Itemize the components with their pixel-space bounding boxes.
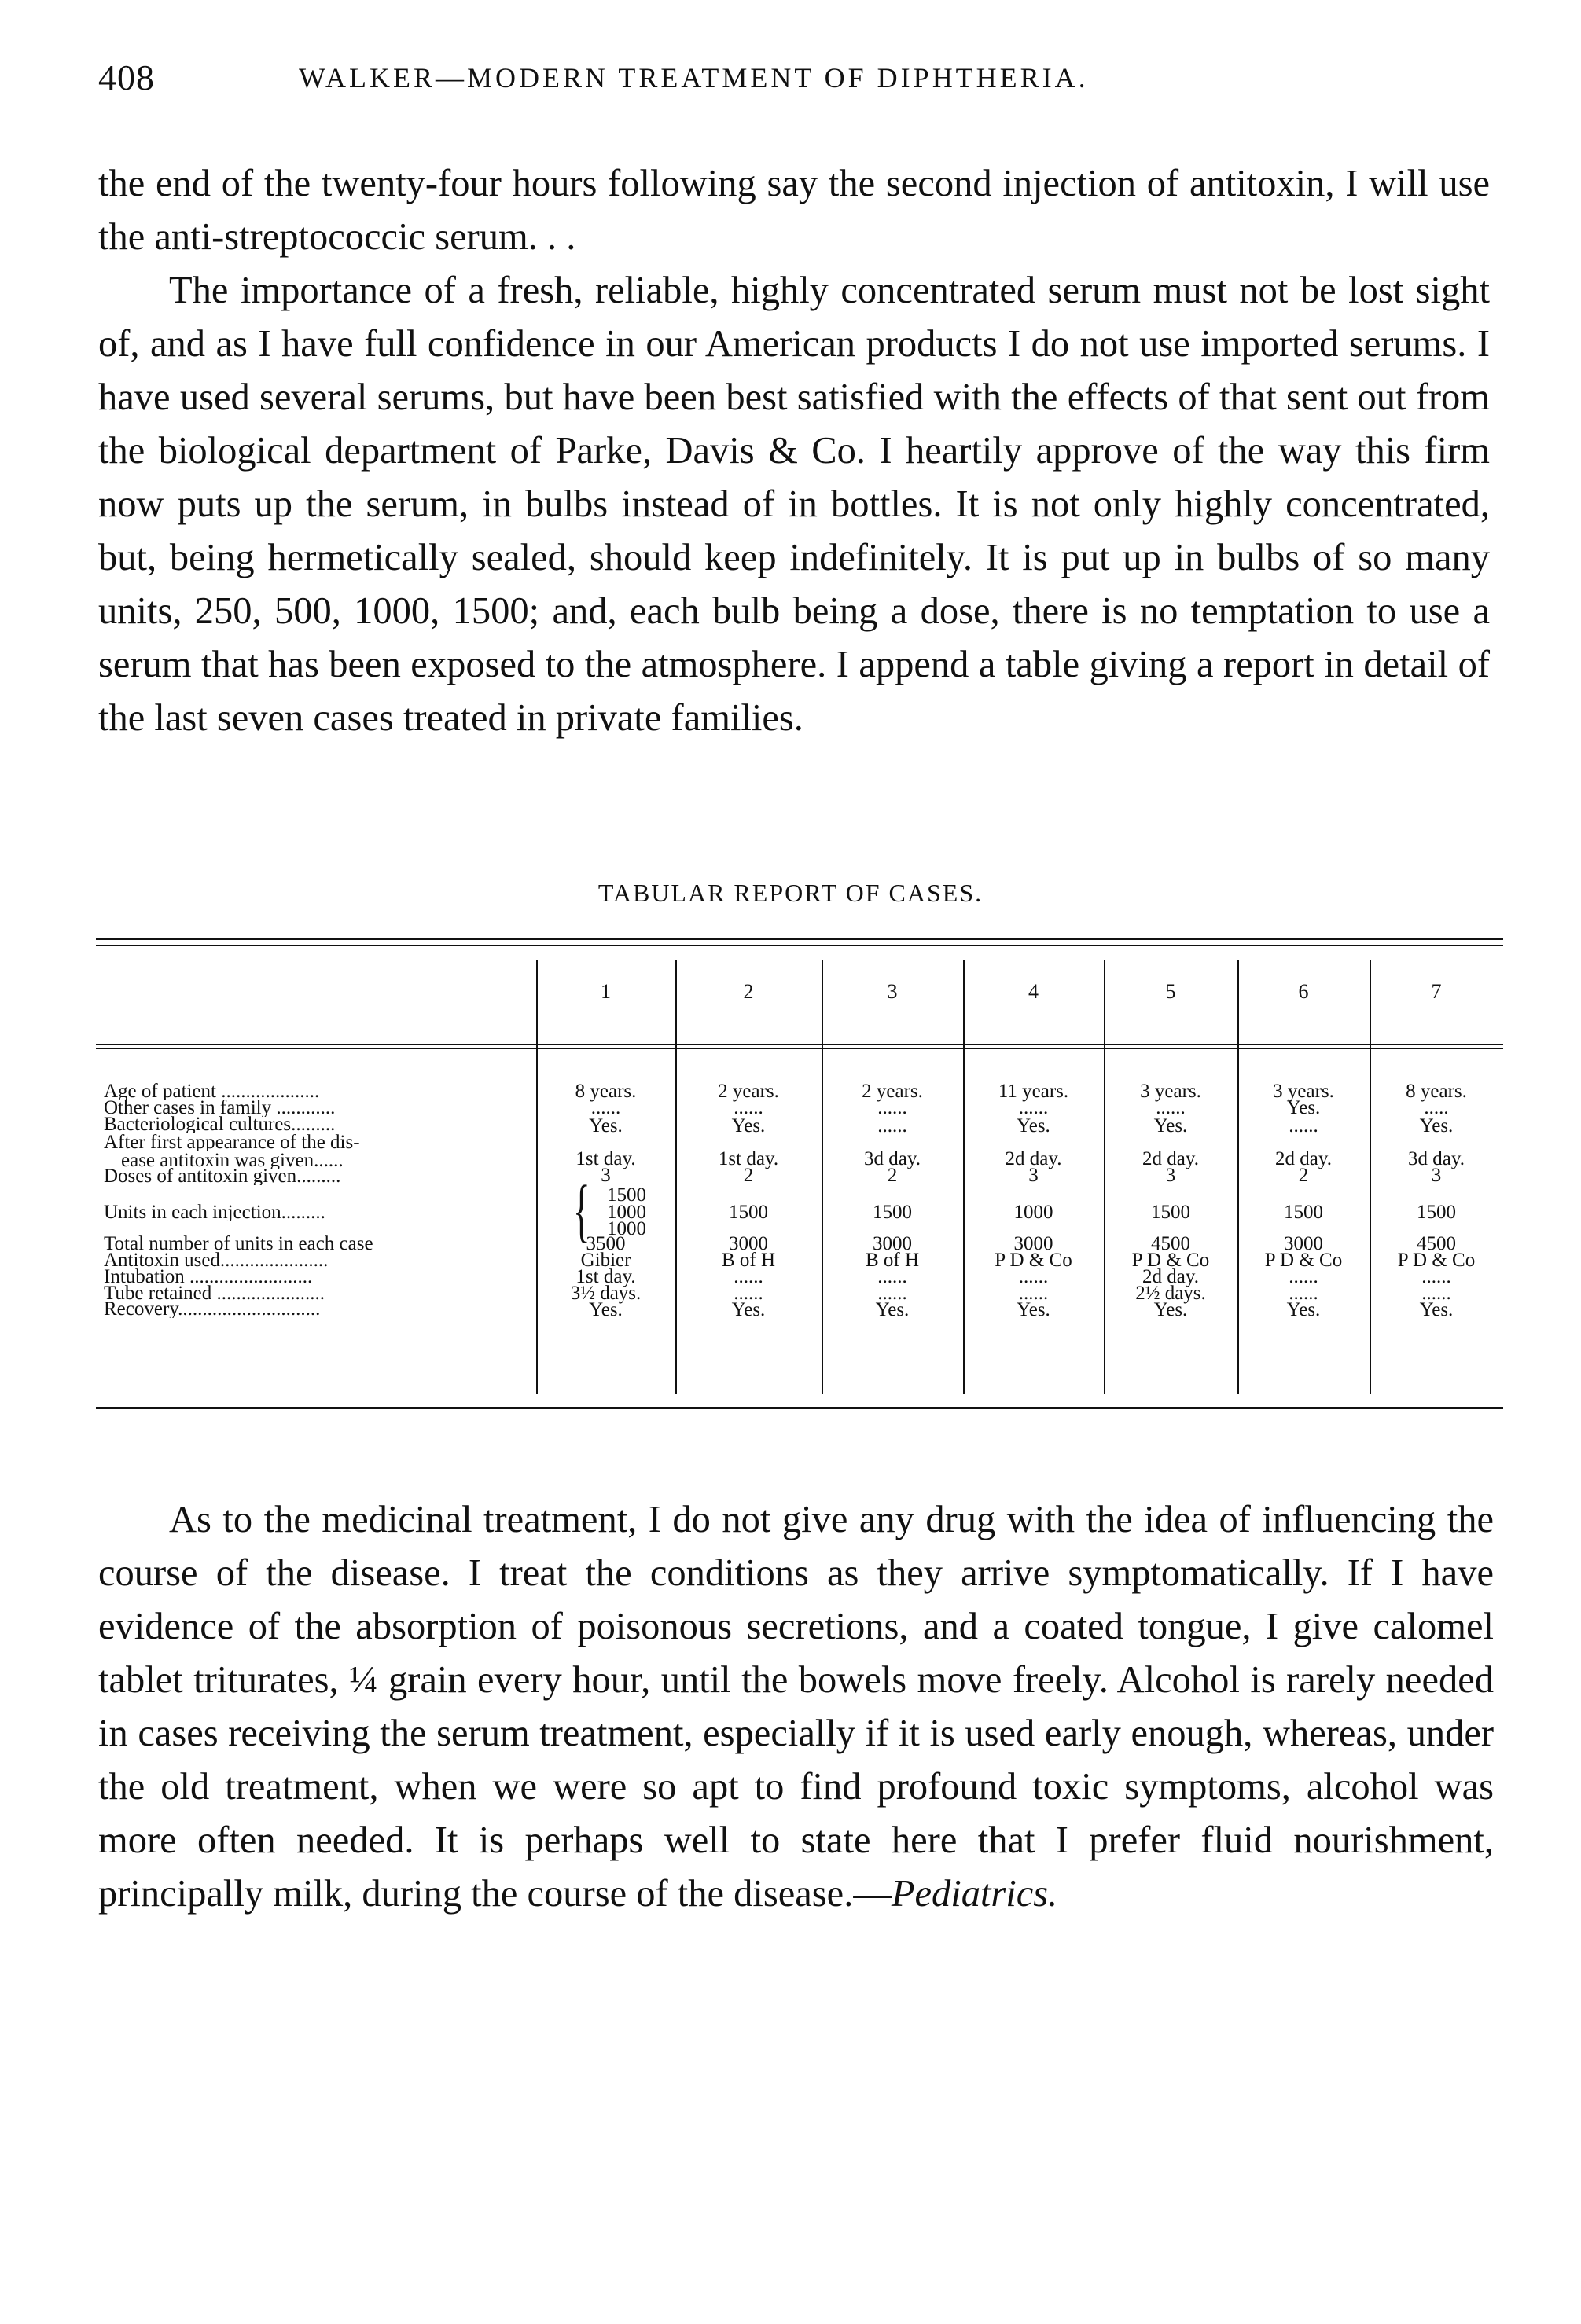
table-cell: Yes. <box>731 1115 766 1136</box>
table-cell: ...... <box>1289 1266 1318 1287</box>
table-cell: ...... <box>1421 1283 1451 1304</box>
row-label-intubation: Intubation ......................... <box>104 1268 313 1286</box>
table-cell: 3 years. <box>1273 1081 1334 1102</box>
table-cell: 3 <box>601 1165 611 1186</box>
table-cell: 1st day. <box>718 1148 779 1169</box>
row-label-after-2: ease antitoxin was given...... <box>121 1152 344 1169</box>
table-cell: ...... <box>877 1115 907 1136</box>
column-header: 1 <box>601 980 611 1003</box>
source-citation: Pediatrics. <box>891 1873 1058 1915</box>
row-label-doses: Doses of antitoxin given......... <box>104 1168 341 1185</box>
table-cell: 1500 <box>607 1184 646 1206</box>
table-cell: 11 years. <box>998 1081 1069 1102</box>
table-cell: 2d day. <box>1142 1148 1199 1169</box>
table-cell: 1500 <box>729 1202 768 1223</box>
table-cell: 3d day. <box>1408 1148 1465 1169</box>
table-cell: 1st day. <box>575 1266 636 1287</box>
table-cell: ...... <box>877 1266 907 1287</box>
row-label-bact: Bacteriological cultures......... <box>104 1116 336 1133</box>
table-cell: P D & Co <box>1264 1250 1343 1271</box>
table-cell: ...... <box>1018 1097 1049 1118</box>
table-cell: 4500 <box>1151 1233 1190 1254</box>
table-cell: B of H <box>721 1250 776 1271</box>
paragraph-3 <box>98 1493 1494 1921</box>
table-cell: Yes. <box>1153 1299 1188 1320</box>
table-cell: 2 years. <box>718 1081 779 1102</box>
table-cell: 3500 <box>586 1233 626 1254</box>
header-rule-thin <box>96 1048 1503 1049</box>
header-rule <box>96 1044 1503 1045</box>
paragraph-3-text: As to the medicinal treatment, I do not give any drug with the idea of influencing the course of the disease. I treat the conditions as they arrive symptomatically. If I have evidence of the absorption of poisonous secretions, and a coated tongue, I give calomel tablet triturates, ¼ grain every hour, until the bowels move freely. Alcohol is rarely needed in cases receiving the serum treatment, especially if it is used early enough, whereas, under the old treatment, when we were so apt to find profound toxic symptoms, alcohol was more often needed. It is perhaps well to state here that I prefer fluid nourishment, principally milk, during the course of the disease.— <box>98 1499 1494 1915</box>
table-cell: 1000 <box>607 1218 646 1239</box>
row-label-other: Other cases in family ............ <box>104 1100 336 1117</box>
paragraph-1: the end of the twenty-four hours following say the second injection of antitoxin, I will use the anti-streptococcic serum. . . <box>98 163 1490 258</box>
table-cell: 1000 <box>1013 1202 1053 1223</box>
table-cell: Yes. <box>1419 1299 1454 1320</box>
table-cell: 1500 <box>873 1202 912 1223</box>
page-number: 408 <box>98 57 155 97</box>
column-header: 7 <box>1431 980 1442 1003</box>
table-cell: 2d day. <box>1005 1148 1062 1169</box>
table-cell: 3 years. <box>1140 1081 1201 1102</box>
table-cell: P D & Co <box>1397 1250 1476 1271</box>
brace-glyph: { <box>573 1172 590 1250</box>
table-cell: 3 <box>1165 1165 1176 1186</box>
table-cell: 8 years. <box>1406 1081 1467 1102</box>
running-title: WALKER—MODERN TREATMENT OF DIPHTHERIA. <box>299 62 1089 94</box>
table-cell: ...... <box>1018 1266 1049 1287</box>
table-cell: Yes. <box>1286 1299 1321 1320</box>
column-header: 3 <box>887 980 898 1003</box>
table-cell: Yes. <box>875 1299 910 1320</box>
table-cell: ...... <box>590 1097 621 1118</box>
table-cell: Yes. <box>1017 1299 1050 1320</box>
paragraph-2: The importance of a fresh, reliable, highly concentrated serum must not be lost sight of, and as I have full confidence in our American products I do not use imported serums. I have used several serums, but have been best satisfied with the effects of that sent out from the biological department of Parke, Davis & Co. I heartily approve of the way this firm now puts up the serum, in bulbs instead of in bottles. It is not only highly concentrated, but, being hermetically sealed, should keep indefinitely. It is put up in bulbs of so many units, 250, 500, 1000, 1500; and, each bulb being a dose, there is no temptation to use a serum that has been exposed to the atmosphere. I append a table giving a report in detail of the last seven cases treated in private families. <box>98 270 1490 739</box>
table-title: TABULAR REPORT OF CASES. <box>597 879 984 907</box>
table-cell: 3000 <box>729 1233 768 1254</box>
table-cell: 1st day. <box>575 1148 636 1169</box>
row-label-units: Units in each injection......... <box>104 1204 325 1221</box>
table-cell: Gibier <box>580 1250 631 1271</box>
table-cell: ...... <box>734 1283 763 1304</box>
table-cell: P D & Co <box>995 1250 1072 1271</box>
table-cell: ...... <box>1421 1266 1451 1287</box>
row-label-tube: Tube retained ...................... <box>104 1285 325 1302</box>
column-header: 2 <box>743 980 754 1003</box>
table-cell: 1500 <box>1417 1202 1456 1223</box>
table-cell: ...... <box>1289 1283 1318 1304</box>
table-cell: 1000 <box>607 1202 646 1223</box>
table-cell: 2 years. <box>862 1081 923 1102</box>
table-cell: ...... <box>1289 1115 1318 1136</box>
table-cell: Yes. <box>1017 1115 1050 1136</box>
table-cell: ...... <box>734 1266 763 1287</box>
table-cell: ...... <box>877 1097 907 1118</box>
table-cell: 2 <box>887 1165 898 1186</box>
table-cell: 3000 <box>873 1233 912 1254</box>
table-cell: Yes. <box>1286 1097 1321 1118</box>
row-label-antitoxin: Antitoxin used...................... <box>104 1252 329 1269</box>
table-cell: 8 years. <box>575 1081 637 1102</box>
table-cell: Yes. <box>1419 1115 1454 1136</box>
table-cell: 2 <box>743 1165 754 1186</box>
table-cell: 2d day. <box>1275 1148 1332 1169</box>
table-cell: 3000 <box>1013 1233 1053 1254</box>
table-cell: 2 <box>1298 1165 1309 1186</box>
table-cell: 4500 <box>1417 1233 1456 1254</box>
row-label-age: Age of patient .................... <box>104 1083 320 1100</box>
table-cell: 3½ days. <box>570 1283 642 1304</box>
row-label-recovery: Recovery............................. <box>104 1301 321 1318</box>
column-header: 4 <box>1028 980 1039 1003</box>
table-cell: ..... <box>1424 1097 1449 1118</box>
table-cell: 1500 <box>1151 1202 1190 1223</box>
table-cell: 1500 <box>1284 1202 1323 1223</box>
table-cell: 3 <box>1431 1165 1442 1186</box>
table-cell: ...... <box>1018 1283 1049 1304</box>
table-cell: 3d day. <box>864 1148 921 1169</box>
table-cell: ...... <box>1156 1097 1186 1118</box>
table-cell: Yes. <box>589 1115 623 1136</box>
column-header: 5 <box>1165 980 1176 1003</box>
row-label-total: Total number of units in each case <box>104 1235 373 1253</box>
table-cell: B of H <box>865 1250 920 1271</box>
table-top-rule <box>96 945 1503 946</box>
column-header: 6 <box>1298 980 1309 1003</box>
table-cell: 2½ days. <box>1135 1283 1206 1304</box>
table-cell: ...... <box>877 1283 907 1304</box>
table-cell: Yes. <box>589 1299 623 1320</box>
table-cell: 3 <box>1028 1165 1039 1186</box>
table-cell: Yes. <box>1153 1115 1188 1136</box>
table-cell: P D & Co <box>1131 1250 1210 1271</box>
row-label-after-1: After first appearance of the dis- <box>104 1134 360 1151</box>
table-cell: 2d day. <box>1142 1266 1199 1287</box>
table-cell: ...... <box>734 1097 763 1118</box>
table-cell: 3000 <box>1284 1233 1323 1254</box>
tabular-report <box>96 938 1503 1409</box>
table-cell: Yes. <box>731 1299 766 1320</box>
